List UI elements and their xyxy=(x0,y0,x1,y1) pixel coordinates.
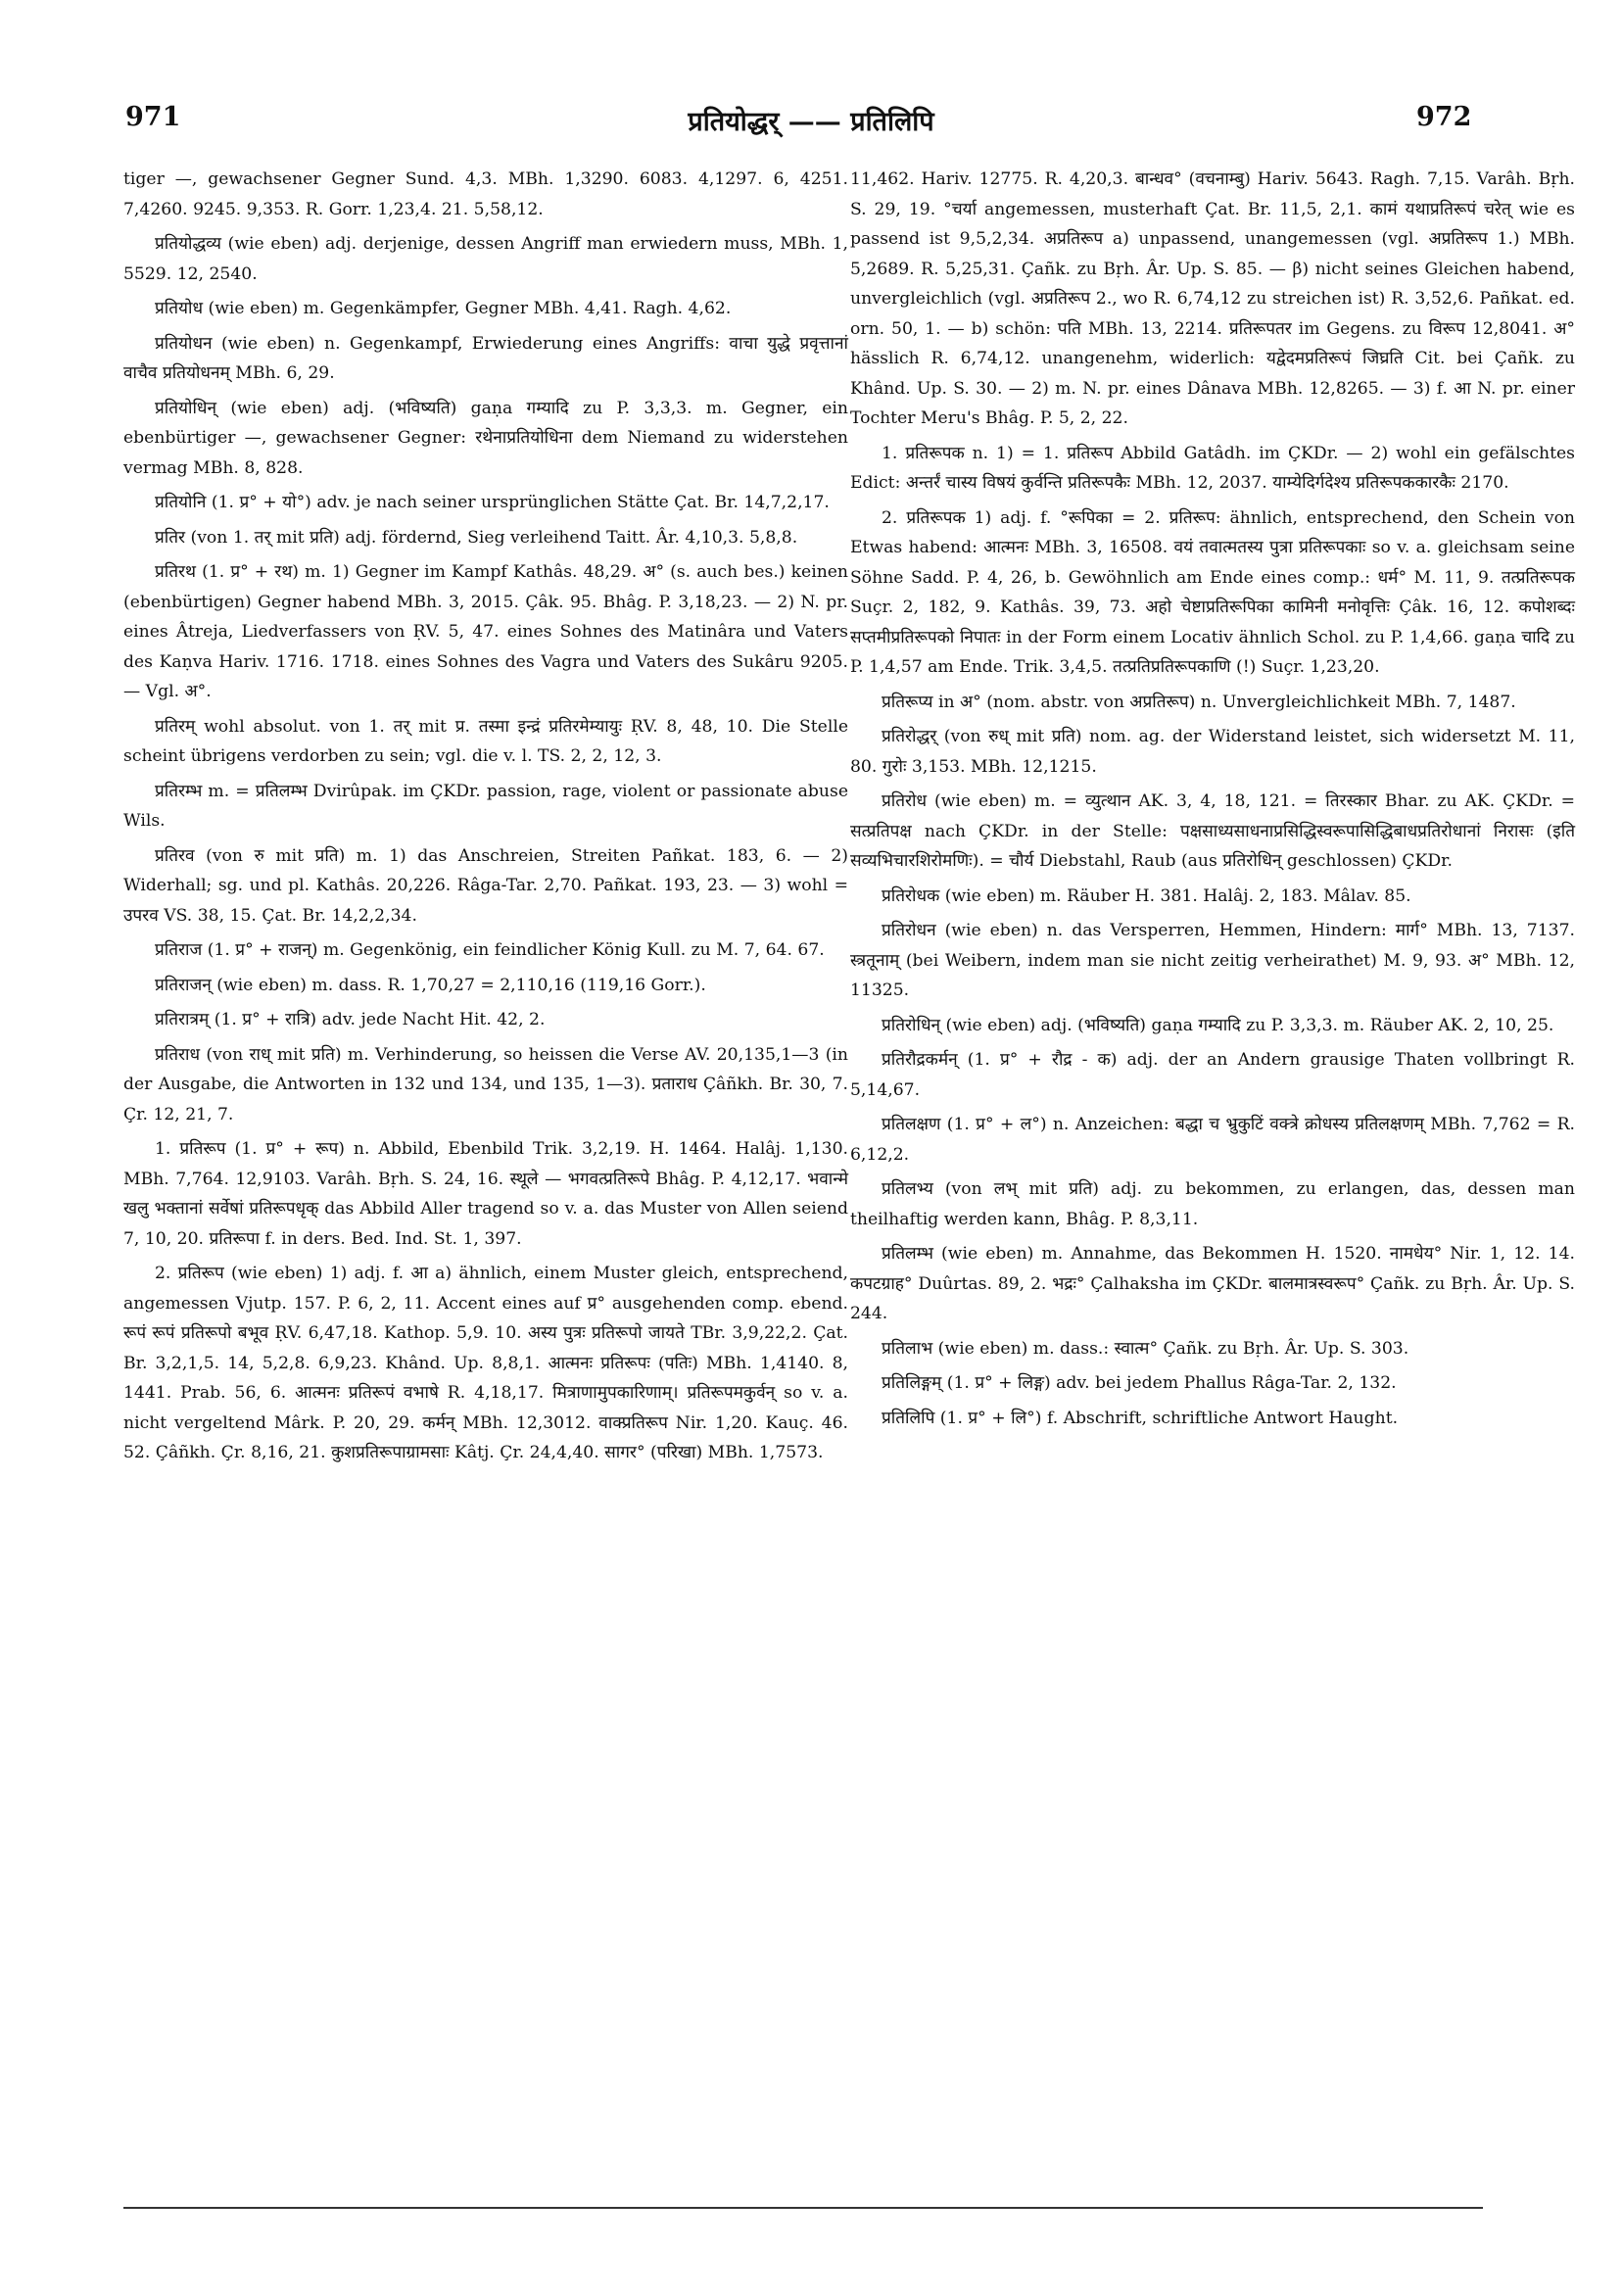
dictionary-entry: प्रतिलक्षण (1. प्र° + ल°) n. Anzeichen: बद्धा च भ्रुकुटिं वक्त्रे क्रोधस्य प्रतिलक्षणम् MBh. 7,762 = R. 6,12,2. xyxy=(850,1115,1575,1165)
dictionary-entry: प्रतिलिङ्गम् (1. प्र° + लिङ्ग) adv. bei jedem Phallus Râga-Tar. 2, 132. xyxy=(882,1373,1397,1393)
dictionary-entry: प्रतिराजन् (wie eben) m. dass. R. 1,70,27 = 2,110,16 (119,16 Gorr.). xyxy=(155,975,706,995)
dictionary-entry: 1. प्रतिरूपक n. 1) = 1. प्रतिरूप Abbild Gatâdh. im ÇKDr. — 2) wohl ein gefälschtes Edict: अन्तर्रं चास्य विषयं कुर्वन्ति प्रतिरूपकैः MBh. 12, 2037. याम्येदिर्गदेश्य प्रतिरूपककारकैः 2170. xyxy=(850,443,1575,493)
dictionary-entry: प्रतिरोधक (wie eben) m. Räuber H. 381. Halâj. 2, 183. Mâlav. 85. xyxy=(882,885,1411,906)
left-column xyxy=(123,165,848,1468)
page-header xyxy=(0,0,1622,157)
entry-continuation: tiger —, gewachsener Gegner Sund. 4,3. MBh. 1,3290. 6083. 4,1297. 6, 4251. 7,4260. 9245. 9,353. R. Gorr. 1,23,4. 21. 5,58,12. xyxy=(123,169,848,219)
dictionary-entry: प्रतिरौद्रकर्मन् (1. प्र° + रौद्र - क) adj. der an Andern grausige Thaten vollbringt R. 5,14,67. xyxy=(850,1050,1575,1100)
dictionary-entry: प्रतिरोधन (wie eben) n. das Versperren, Hemmen, Hindern: मार्ग° MBh. 13, 7137. स्त्रतूनाम् (bei Weibern, indem man sie nicht zeitig verheirathet) M. 9, 93. अ° MBh. 12, 11325. xyxy=(850,921,1575,1000)
dictionary-entry: प्रतिरोद्धर् (von रुध् mit प्रति) nom. ag. der Widerstand leistet, sich widersetzt M. 11, 80. गुरोः 3,153. MBh. 12,1215. xyxy=(850,727,1575,777)
dictionary-entry: प्रतियोनि (1. प्र° + यो°) adv. je nach seiner ursprünglichen Stätte Çat. Br. 14,7,2,17. xyxy=(155,493,830,512)
dictionary-entry: प्रतिरम्भ m. = प्रतिलम्भ Dvirûpak. im ÇKDr. passion, rage, violent or passionate abuse Wils. xyxy=(123,781,848,831)
running-headword: प्रतियोद्धर् —— प्रतिलिपि xyxy=(688,107,934,137)
dictionary-entry: प्रतिरथ (1. प्र° + रथ) m. 1) Gegner im Kampf Kathâs. 48,29. अ° (s. auch bes.) keinen (ebenbürtigen) Gegner habend MBh. 3, 2015. Çâk. 95. Bhâg. P. 3,18,23. — 2) N. pr. eines Âtreja, Liedverfassers von ṚV. 5, 47. eines Sohnes des Matinâra und Vaters des Kaṇva Hariv. 1716. 1718. eines Sohnes des Vagra und Vaters des Sukâru 9205. — Vgl. अ°. xyxy=(123,562,848,701)
entry-continuation: 11,462. Hariv. 12775. R. 4,20,3. बान्धव° (वचनाम्बु) Hariv. 5643. Ragh. 7,15. Varâh. Bṛh. S. 29, 19. °चर्या angemessen, musterhaft Çat. Br. 11,5, 2,1. कामं यथाप्रतिरूपं चरेत् wie es passend ist 9,5,2,34. अप्रतिरूप a) unpassend, unangemessen (vgl. अप्रतिरूप 1.) MBh. 5,2689. R. 5,25,31. Çañk. zu Bṛh. Âr. Up. S. 85. — β) nicht seines Gleichen habend, unvergleichlich (vgl. अप्रतिरूप 2., wo R. 6,74,12 zu streichen ist) R. 3,52,6. Pañkat. ed. orn. 50, 1. — b) schön: पति MBh. 13, 2214. प्रतिरूपतर im Gegens. zu विरूप 12,8041. अ° hässlich R. 6,74,12. unangenehm, widerlich: यद्वेदमप्रतिरूपं जिघ्रति Cit. bei Çañk. zu Khând. Up. S. 30. — 2) m. N. pr. eines Dânava MBh. 12,8265. — 3) f. आ N. pr. einer Tochter Meru's Bhâg. P. 5, 2, 22. xyxy=(850,169,1575,428)
dictionary-entry: प्रतिलम्भ (wie eben) m. Annahme, das Bekommen H. 1520. नामधेय° Nir. 1, 12. 14. कपटग्राह° Duûrtas. 89, 2. भद्रः° Çalhaksha im ÇKDr. बालमात्रस्वरूप° Çañk. zu Bṛh. Âr. Up. S. 244. xyxy=(850,1244,1575,1323)
dictionary-entry: प्रतिरम् wohl absolut. von 1. तर् mit प्र. तस्मा इन्द्रं प्रतिरमेम्यायुः ṚV. 8, 48, 10. Die Stelle scheint übrigens verdorben zu sein; vgl. die v. l. TS. 2, 2, 12, 3. xyxy=(123,716,848,766)
footer-rule xyxy=(123,2207,1483,2209)
dictionary-entry: 1. प्रतिरूप (1. प्र° + रूप) n. Abbild, Ebenbild Trik. 3,2,19. H. 1464. Halâj. 1,130. MBh. 7,764. 12,9103. Varâh. Bṛh. S. 24, 16. स्थूले — भगवत्प्रतिरूपे Bhâg. P. 4,12,17. भवान्मे खलु भक्तानां सर्वेषां प्रतिरूपधृक् das Abbild Aller tragend so v. a. das Muster von Allen seiend 7, 10, 20. प्रतिरूपा f. in ders. Bed. Ind. St. 1, 397. xyxy=(123,1139,848,1249)
dictionary-entry: प्रतिरोधिन् (wie eben) adj. (भविष्यति) gaṇa गम्यादि zu P. 3,3,3. m. Räuber AK. 2, 10, 25. xyxy=(882,1015,1554,1035)
dictionary-entry: प्रतिरोध (wie eben) m. = व्युत्थान AK. 3, 4, 18, 121. = तिरस्कार Bhar. zu AK. ÇKDr. = सत्प्रतिपक्ष nach ÇKDr. in der Stelle: पक्षसाध्यसाधनाप्रसिद्धिस्वरूपासिद्धिबाधप्रतिरोधानां निरासः (इति सव्यभिचारशिरोमणिः). = चौर्य Diebstahl, Raub (aus प्रतिरोधिन् geschlossen) ÇKDr. xyxy=(850,791,1575,871)
dictionary-entry: प्रतिलभ्य (von लभ् mit प्रति) adj. zu bekommen, zu erlangen, das, dessen man theilhaftig werden kann, Bhâg. P. 8,3,11. xyxy=(850,1179,1575,1229)
page-number-left: 971 xyxy=(125,102,181,132)
dictionary-entry: प्रतिराज (1. प्र° + राजन्) m. Gegenkönig, ein feindlicher König Kull. zu M. 7, 64. 67. xyxy=(155,940,825,960)
dictionary-entry: प्रतिलिपि (1. प्र° + लि°) f. Abschrift, schriftliche Antwort Haught. xyxy=(882,1408,1399,1428)
dictionary-entry: प्रतियोधन (wie eben) n. Gegenkampf, Erwiederung eines Angriffs: वाचा युद्धे प्रवृत्तानां वाचैव प्रतियोधनम् MBh. 6, 29. xyxy=(123,333,848,383)
dictionary-entry: प्रतिर (von 1. तर् mit प्रति) adj. fördernd, Sieg verleihend Taitt. Âr. 4,10,3. 5,8,8. xyxy=(155,527,798,548)
dictionary-entry: प्रतिलाभ (wie eben) m. dass.: स्वात्म° Çañk. zu Bṛh. Âr. Up. S. 303. xyxy=(882,1338,1409,1359)
dictionary-entry: प्रतिराध (von राध् mit प्रति) m. Verhinderung, so heissen die Verse AV. 20,135,1—3 (in der Ausgabe, die Antworten in 132 und 134, und 135, 1—3). प्रताराध Çâñkh. Br. 30, 7. Çr. 12, 21, 7. xyxy=(123,1044,848,1124)
dictionary-entry: 2. प्रतिरूपक 1) adj. f. °रूपिका = 2. प्रतिरूप: ähnlich, entsprechend, den Schein von Etwas habend: आत्मनः MBh. 3, 16508. वयं तवात्मतस्य पुत्रा प्रतिरूपकाः so v. a. gleichsam seine Söhne Sadd. P. 4, 26, b. Gewöhnlich am Ende eines comp.: धर्म° M. 11, 9. तत्प्रतिरूपक Suçr. 2, 182, 9. Kathâs. 39, 73. अहो चेष्टाप्रतिरूपिका कामिनी मनोवृत्तिः Çâk. 16, 12. कपोशब्दः सप्तमीप्रतिरूपको निपातः in der Form einem Locativ ähnlich Schol. zu P. 1,4,66. gaṇa चादि zu P. 1,4,57 am Ende. Trik. 3,4,5. तत्प्रतिप्रतिरूपकाणि (!) Suçr. 1,23,20. xyxy=(850,507,1575,677)
page-number-right: 972 xyxy=(1416,102,1472,132)
dictionary-entry: प्रतिरात्रम् (1. प्र° + रात्रि) adv. jede Nacht Hit. 42, 2. xyxy=(155,1010,546,1029)
dictionary-entry: प्रतियोद्धव्य (wie eben) adj. derjenige, dessen Angriff man erwiedern muss, MBh. 1, 5529. 12, 2540. xyxy=(123,234,848,284)
dictionary-entry: प्रतिरूप्य in अ° (nom. abstr. von अप्रतिरूप) n. Unvergleichlichkeit MBh. 7, 1487. xyxy=(882,692,1516,712)
right-column xyxy=(850,165,1575,1433)
dictionary-entry: प्रतियोधिन् (wie eben) adj. (भविष्यति) gaṇa गम्यादि zu P. 3,3,3. m. Gegner, ein ebenbürtiger —, gewachsener Gegner: रथेनाप्रतियोधिना dem Niemand zu widerstehen vermag MBh. 8, 828. xyxy=(123,398,848,478)
dictionary-entry: प्रतिरव (von रु mit प्रति) m. 1) das Anschreien, Streiten Pañkat. 183, 6. — 2) Widerhall; sg. und pl. Kathâs. 20,226. Râga-Tar. 2,70. Pañkat. 193, 23. — 3) wohl = उपरव VS. 38, 15. Çat. Br. 14,2,2,34. xyxy=(123,845,848,926)
dictionary-entry: प्रतियोध (wie eben) m. Gegenkämpfer, Gegner MBh. 4,41. Ragh. 4,62. xyxy=(155,299,732,318)
dictionary-entry: 2. प्रतिरूप (wie eben) 1) adj. f. आ a) ähnlich, einem Muster gleich, entsprechend, angemessen Vjutp. 157. P. 6, 2, 11. Accent eines auf प्र° ausgehenden comp. ebend. रूपं रूपं प्रतिरूपो बभूव ṚV. 6,47,18. Kathop. 5,9. 10. अस्य पुत्रः प्रतिरूपो जायते TBr. 3,9,22,2. Çat. Br. 3,2,1,5. 14, 5,2,8. 6,9,23. Khând. Up. 8,8,1. आत्मनः प्रतिरूपः (पतिः) MBh. 1,4140. 8, 1441. Prab. 56, 6. आत्मनः प्रतिरूपं वभाषे R. 4,18,17. मित्राणामुपकारिणाम्। प्रतिरूपमकुर्वन् so v. a. nicht vergeltend Mârk. P. 20, 29. कर्मन् MBh. 12,3012. वाक्प्रतिरूप Nir. 1,20. Kauç. 46. 52. Çâñkh. Çr. 8,16, 21. कुशप्रतिरूपाग्रामसाः Kâtj. Çr. 24,4,40. सागर° (परिखा) MBh. 1,7573. xyxy=(123,1264,848,1462)
